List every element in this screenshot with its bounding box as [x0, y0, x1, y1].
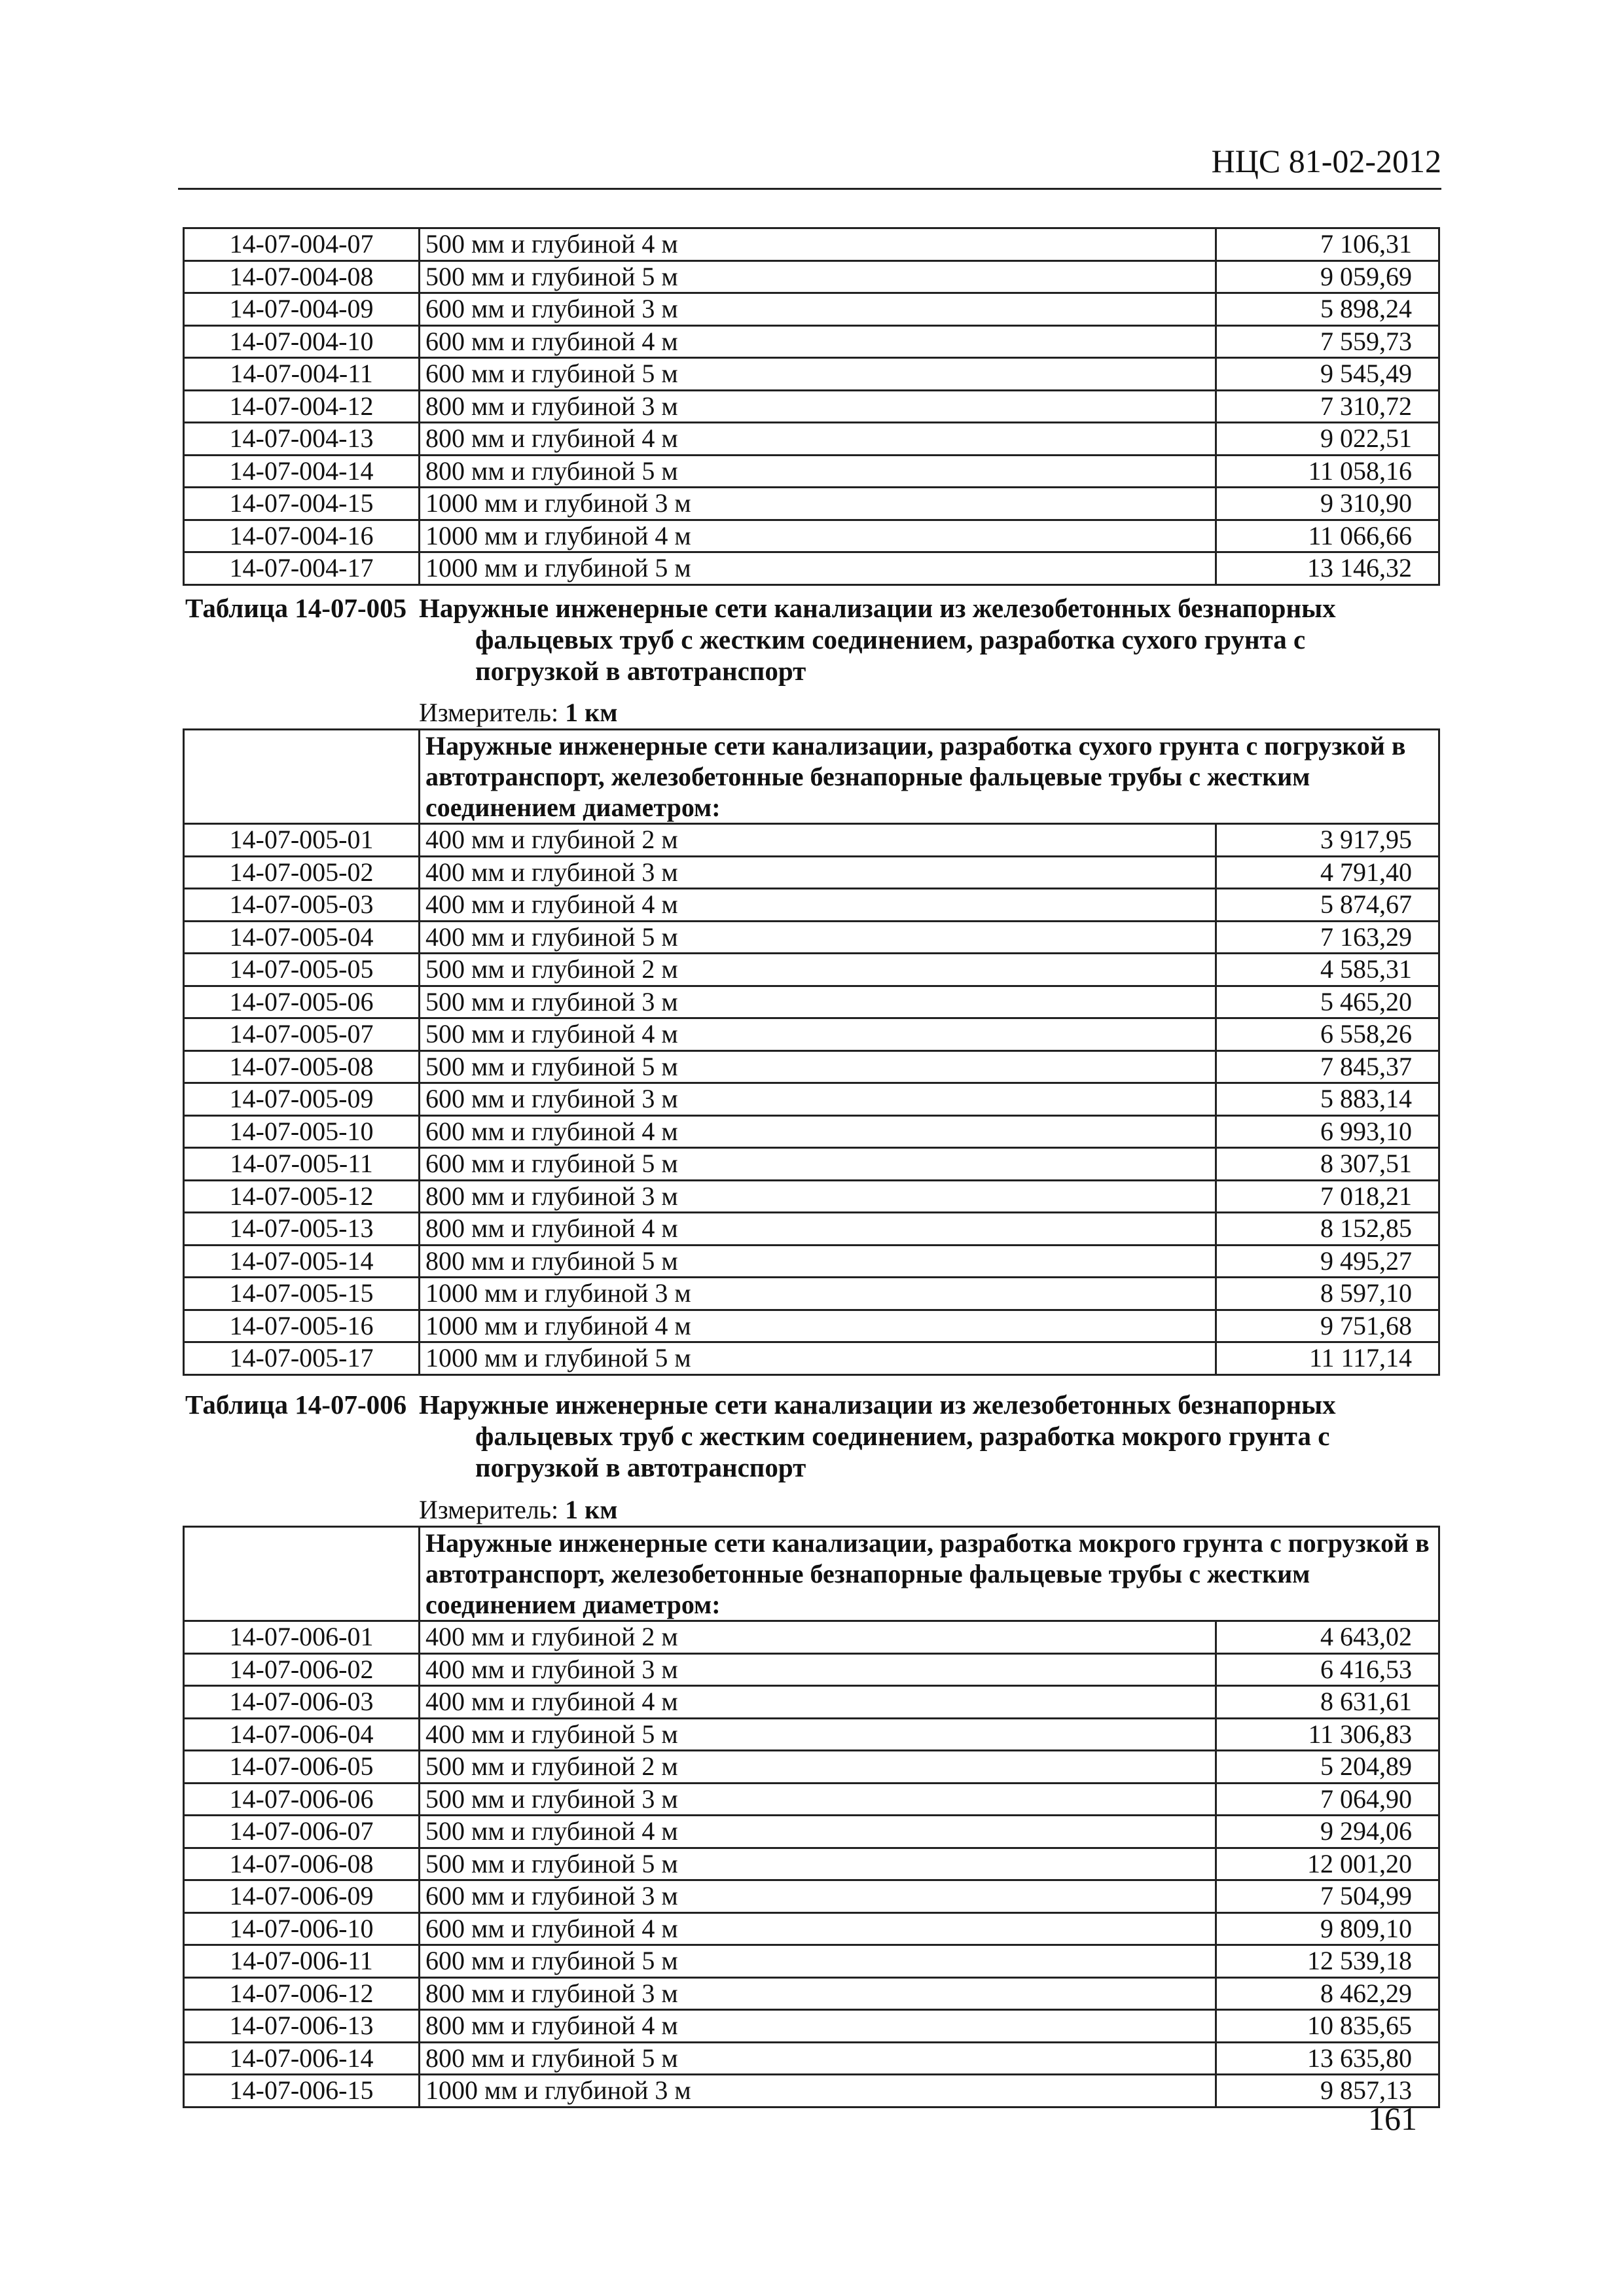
table-title-line: Наружные инженерные сети канализации из железобетонных безнапорных [419, 593, 1336, 623]
rate-spec-cell: 500 мм и глубиной 2 м [420, 1751, 1216, 1784]
table-header-text: Наружные инженерные сети канализации, разработка мокрого грунта с погрузкой в автотранспорт, железобетонные безнапорные фальцевые трубы с жестким соединением диаметром: [420, 1527, 1439, 1621]
measure-unit [419, 697, 617, 728]
rate-price-cell: 8 631,61 [1216, 1686, 1439, 1719]
rate-code-cell: 14-07-006-08 [184, 1848, 420, 1880]
rate-price-cell: 4 643,02 [1216, 1621, 1439, 1654]
rate-spec-cell: 400 мм и глубиной 2 м [420, 824, 1216, 857]
measure-unit [419, 1494, 617, 1525]
rate-code-cell: 14-07-006-09 [184, 1880, 420, 1913]
rate-code-cell: 14-07-004-17 [184, 552, 420, 585]
rate-spec-cell: 400 мм и глубиной 4 м [420, 889, 1216, 922]
rate-spec-cell: 800 мм и глубиной 4 м [420, 423, 1216, 456]
rate-spec-cell: 500 мм и глубиной 5 м [420, 260, 1216, 293]
page-header [178, 134, 1441, 190]
table-title-line: Наружные инженерные сети канализации из железобетонных безнапорных [419, 1390, 1336, 1420]
rate-code-cell: 14-07-004-08 [184, 260, 420, 293]
rate-spec-cell: 400 мм и глубиной 2 м [420, 1621, 1216, 1654]
table-row [184, 1083, 1439, 1116]
rate-spec-cell: 400 мм и глубиной 5 м [420, 921, 1216, 954]
unit-value: 1 км [565, 698, 618, 727]
rate-price-cell: 13 635,80 [1216, 2042, 1439, 2075]
table-row [184, 358, 1439, 391]
rate-spec-cell: 800 мм и глубиной 4 м [420, 1213, 1216, 1246]
rate-code-cell: 14-07-005-04 [184, 921, 420, 954]
rate-code-cell: 14-07-004-13 [184, 423, 420, 456]
rate-spec-cell: 500 мм и глубиной 4 м [420, 1816, 1216, 1848]
rate-price-cell: 8 462,29 [1216, 1977, 1439, 2010]
rate-price-cell: 7 559,73 [1216, 325, 1439, 358]
rate-code-cell: 14-07-005-14 [184, 1245, 420, 1278]
rate-spec-cell: 1000 мм и глубиной 5 м [420, 1342, 1216, 1375]
rate-price-cell: 5 883,14 [1216, 1083, 1439, 1116]
rate-code-cell: 14-07-004-16 [184, 520, 420, 552]
rate-code-cell: 14-07-005-13 [184, 1213, 420, 1246]
rate-spec-cell: 800 мм и глубиной 5 м [420, 1245, 1216, 1278]
rate-price-cell: 5 898,24 [1216, 293, 1439, 326]
table-row [184, 1621, 1439, 1654]
rate-code-cell: 14-07-004-10 [184, 325, 420, 358]
rate-spec-cell: 1000 мм и глубиной 5 м [420, 552, 1216, 585]
table-title-line: погрузкой в автотранспорт [475, 1452, 806, 1482]
table-row [184, 1278, 1439, 1310]
table-caption-14-07-005 [185, 592, 1429, 687]
rate-price-cell: 13 146,32 [1216, 552, 1439, 585]
table-row [184, 260, 1439, 293]
table-row [184, 1783, 1439, 1816]
rate-spec-cell: 1000 мм и глубиной 3 м [420, 488, 1216, 520]
rate-price-cell: 9 022,51 [1216, 423, 1439, 456]
rate-spec-cell: 500 мм и глубиной 3 м [420, 1783, 1216, 1816]
table-row [184, 986, 1439, 1018]
rate-spec-cell: 1000 мм и глубиной 4 м [420, 1310, 1216, 1342]
rate-code-cell: 14-07-006-15 [184, 2075, 420, 2108]
header-empty-cell [184, 730, 420, 824]
unit-value: 1 км [565, 1495, 618, 1524]
rate-code-cell: 14-07-004-15 [184, 488, 420, 520]
rate-spec-cell: 800 мм и глубиной 4 м [420, 2010, 1216, 2043]
rate-spec-cell: 600 мм и глубиной 3 м [420, 1083, 1216, 1116]
rate-spec-cell: 800 мм и глубиной 3 м [420, 390, 1216, 423]
rate-price-cell: 7 163,29 [1216, 921, 1439, 954]
rate-code-cell: 14-07-005-15 [184, 1278, 420, 1310]
rate-code-cell: 14-07-005-02 [184, 856, 420, 889]
table-row [184, 1148, 1439, 1181]
table-row [184, 1653, 1439, 1686]
rate-code-cell: 14-07-006-06 [184, 1783, 420, 1816]
rate-price-cell: 12 001,20 [1216, 1848, 1439, 1880]
rate-spec-cell: 600 мм и глубиной 3 м [420, 1880, 1216, 1913]
rate-spec-cell: 800 мм и глубиной 5 м [420, 455, 1216, 488]
rate-code-cell: 14-07-005-11 [184, 1148, 420, 1181]
table-row [184, 1342, 1439, 1375]
rate-code-cell: 14-07-006-11 [184, 1945, 420, 1978]
document-code: НЦС 81-02-2012 [1211, 143, 1441, 179]
rates-table-14-07-004-continued [183, 227, 1440, 586]
rate-code-cell: 14-07-005-09 [184, 1083, 420, 1116]
rate-spec-cell: 500 мм и глубиной 4 м [420, 1018, 1216, 1051]
rate-price-cell: 6 558,26 [1216, 1018, 1439, 1051]
rate-spec-cell: 600 мм и глубиной 4 м [420, 1912, 1216, 1945]
rate-price-cell: 8 307,51 [1216, 1148, 1439, 1181]
rate-code-cell: 14-07-005-07 [184, 1018, 420, 1051]
table-title-line: фальцевых труб с жестким соединением, разработка мокрого грунта с [475, 1421, 1330, 1451]
rate-price-cell: 6 416,53 [1216, 1653, 1439, 1686]
table-title-line: фальцевых труб с жестким соединением, разработка сухого грунта с [475, 624, 1306, 655]
rate-code-cell: 14-07-005-01 [184, 824, 420, 857]
table-row [184, 1180, 1439, 1213]
rate-price-cell: 12 539,18 [1216, 1945, 1439, 1978]
rate-price-cell: 8 597,10 [1216, 1278, 1439, 1310]
rate-spec-cell: 1000 мм и глубиной 3 м [420, 1278, 1216, 1310]
rate-price-cell: 9 294,06 [1216, 1816, 1439, 1848]
table-row [184, 325, 1439, 358]
rate-code-cell: 14-07-006-01 [184, 1621, 420, 1654]
rate-price-cell: 9 545,49 [1216, 358, 1439, 391]
table-row [184, 455, 1439, 488]
rate-price-cell: 10 835,65 [1216, 2010, 1439, 2043]
table-row [184, 1718, 1439, 1751]
rate-code-cell: 14-07-006-14 [184, 2042, 420, 2075]
table-row [184, 1945, 1439, 1978]
unit-label: Измеритель: [419, 1495, 559, 1524]
rate-price-cell: 4 791,40 [1216, 856, 1439, 889]
rate-code-cell: 14-07-006-07 [184, 1816, 420, 1848]
rate-spec-cell: 400 мм и глубиной 3 м [420, 856, 1216, 889]
table-row [184, 1977, 1439, 2010]
unit-label: Измеритель: [419, 698, 559, 727]
rate-code-cell: 14-07-006-04 [184, 1718, 420, 1751]
rate-price-cell: 4 585,31 [1216, 954, 1439, 986]
rate-spec-cell: 400 мм и глубиной 5 м [420, 1718, 1216, 1751]
rates-table-14-07-005 [183, 728, 1440, 1376]
table-row [184, 1245, 1439, 1278]
rate-spec-cell: 500 мм и глубиной 5 м [420, 1050, 1216, 1083]
rate-price-cell: 7 018,21 [1216, 1180, 1439, 1213]
rate-code-cell: 14-07-005-16 [184, 1310, 420, 1342]
rate-price-cell: 9 310,90 [1216, 488, 1439, 520]
rate-price-cell: 11 117,14 [1216, 1342, 1439, 1375]
rate-spec-cell: 1000 мм и глубиной 4 м [420, 520, 1216, 552]
rate-code-cell: 14-07-006-10 [184, 1912, 420, 1945]
rate-spec-cell: 600 мм и глубиной 4 м [420, 1115, 1216, 1148]
rate-price-cell: 7 310,72 [1216, 390, 1439, 423]
rate-price-cell: 11 306,83 [1216, 1718, 1439, 1751]
table-row [184, 520, 1439, 552]
rate-code-cell: 14-07-005-12 [184, 1180, 420, 1213]
rate-spec-cell: 500 мм и глубиной 5 м [420, 1848, 1216, 1880]
rate-price-cell: 7 064,90 [1216, 1783, 1439, 1816]
table-row [184, 856, 1439, 889]
table-number: Таблица 14-07-005 [185, 593, 407, 623]
rate-spec-cell: 600 мм и глубиной 5 м [420, 1945, 1216, 1978]
table-row [184, 1848, 1439, 1880]
rate-spec-cell: 600 мм и глубиной 5 м [420, 1148, 1216, 1181]
table-row [184, 2075, 1439, 2108]
table-header-text: Наружные инженерные сети канализации, разработка сухого грунта с погрузкой в автотранспорт, железобетонные безнапорные фальцевые трубы с жестким соединением диаметром: [420, 730, 1439, 824]
table-row [184, 488, 1439, 520]
rate-spec-cell: 400 мм и глубиной 4 м [420, 1686, 1216, 1719]
rate-code-cell: 14-07-006-05 [184, 1751, 420, 1784]
rate-code-cell: 14-07-005-05 [184, 954, 420, 986]
rate-code-cell: 14-07-006-13 [184, 2010, 420, 2043]
table-row [184, 1751, 1439, 1784]
header-empty-cell [184, 1527, 420, 1621]
rate-spec-cell: 800 мм и глубиной 3 м [420, 1180, 1216, 1213]
table-row [184, 921, 1439, 954]
rate-price-cell: 9 857,13 [1216, 2075, 1439, 2108]
rate-code-cell: 14-07-004-09 [184, 293, 420, 326]
table-row [184, 1050, 1439, 1083]
table-row [184, 1686, 1439, 1719]
rate-spec-cell: 800 мм и глубиной 3 м [420, 1977, 1216, 2010]
table-row [184, 2042, 1439, 2075]
rate-price-cell: 9 495,27 [1216, 1245, 1439, 1278]
rate-spec-cell: 500 мм и глубиной 2 м [420, 954, 1216, 986]
table-row [184, 1880, 1439, 1913]
rate-code-cell: 14-07-005-10 [184, 1115, 420, 1148]
rate-price-cell: 7 845,37 [1216, 1050, 1439, 1083]
rate-price-cell: 5 465,20 [1216, 986, 1439, 1018]
table-row [184, 1213, 1439, 1246]
table-row [184, 1310, 1439, 1342]
rate-price-cell: 7 504,99 [1216, 1880, 1439, 1913]
rate-price-cell: 7 106,31 [1216, 228, 1439, 261]
table-number: Таблица 14-07-006 [185, 1390, 407, 1420]
table-row [184, 1816, 1439, 1848]
rate-spec-cell: 600 мм и глубиной 3 м [420, 293, 1216, 326]
rate-price-cell: 8 152,85 [1216, 1213, 1439, 1246]
table-row [184, 1912, 1439, 1945]
rate-code-cell: 14-07-005-17 [184, 1342, 420, 1375]
rate-price-cell: 11 058,16 [1216, 455, 1439, 488]
table-row [184, 954, 1439, 986]
table-caption-14-07-006 [185, 1389, 1429, 1483]
rate-spec-cell: 500 мм и глубиной 4 м [420, 228, 1216, 261]
table-header-row [184, 730, 1439, 824]
page-number: 161 [1368, 2100, 1417, 2137]
rate-code-cell: 14-07-006-12 [184, 1977, 420, 2010]
rate-spec-cell: 1000 мм и глубиной 3 м [420, 2075, 1216, 2108]
rate-spec-cell: 800 мм и глубиной 5 м [420, 2042, 1216, 2075]
rates-table-14-07-006 [183, 1526, 1440, 2108]
rate-code-cell: 14-07-004-11 [184, 358, 420, 391]
table-row [184, 824, 1439, 857]
rate-price-cell: 9 809,10 [1216, 1912, 1439, 1945]
table-header-row [184, 1527, 1439, 1621]
rate-code-cell: 14-07-005-06 [184, 986, 420, 1018]
rate-price-cell: 9 059,69 [1216, 260, 1439, 293]
rate-spec-cell: 600 мм и глубиной 4 м [420, 325, 1216, 358]
rate-code-cell: 14-07-004-07 [184, 228, 420, 261]
rate-code-cell: 14-07-004-12 [184, 390, 420, 423]
rate-spec-cell: 500 мм и глубиной 3 м [420, 986, 1216, 1018]
table-row [184, 390, 1439, 423]
rate-price-cell: 11 066,66 [1216, 520, 1439, 552]
rate-price-cell: 5 204,89 [1216, 1751, 1439, 1784]
rate-spec-cell: 600 мм и глубиной 5 м [420, 358, 1216, 391]
rate-code-cell: 14-07-006-02 [184, 1653, 420, 1686]
rate-price-cell: 3 917,95 [1216, 824, 1439, 857]
table-row [184, 2010, 1439, 2043]
table-row [184, 228, 1439, 261]
table-title-line: погрузкой в автотранспорт [475, 656, 806, 686]
rate-price-cell: 5 874,67 [1216, 889, 1439, 922]
rate-spec-cell: 400 мм и глубиной 3 м [420, 1653, 1216, 1686]
table-row [184, 423, 1439, 456]
table-row [184, 552, 1439, 585]
rate-code-cell: 14-07-004-14 [184, 455, 420, 488]
table-row [184, 1018, 1439, 1051]
rate-code-cell: 14-07-006-03 [184, 1686, 420, 1719]
rate-price-cell: 9 751,68 [1216, 1310, 1439, 1342]
rate-code-cell: 14-07-005-03 [184, 889, 420, 922]
table-row [184, 293, 1439, 326]
rate-price-cell: 6 993,10 [1216, 1115, 1439, 1148]
table-row [184, 889, 1439, 922]
rate-code-cell: 14-07-005-08 [184, 1050, 420, 1083]
table-row [184, 1115, 1439, 1148]
